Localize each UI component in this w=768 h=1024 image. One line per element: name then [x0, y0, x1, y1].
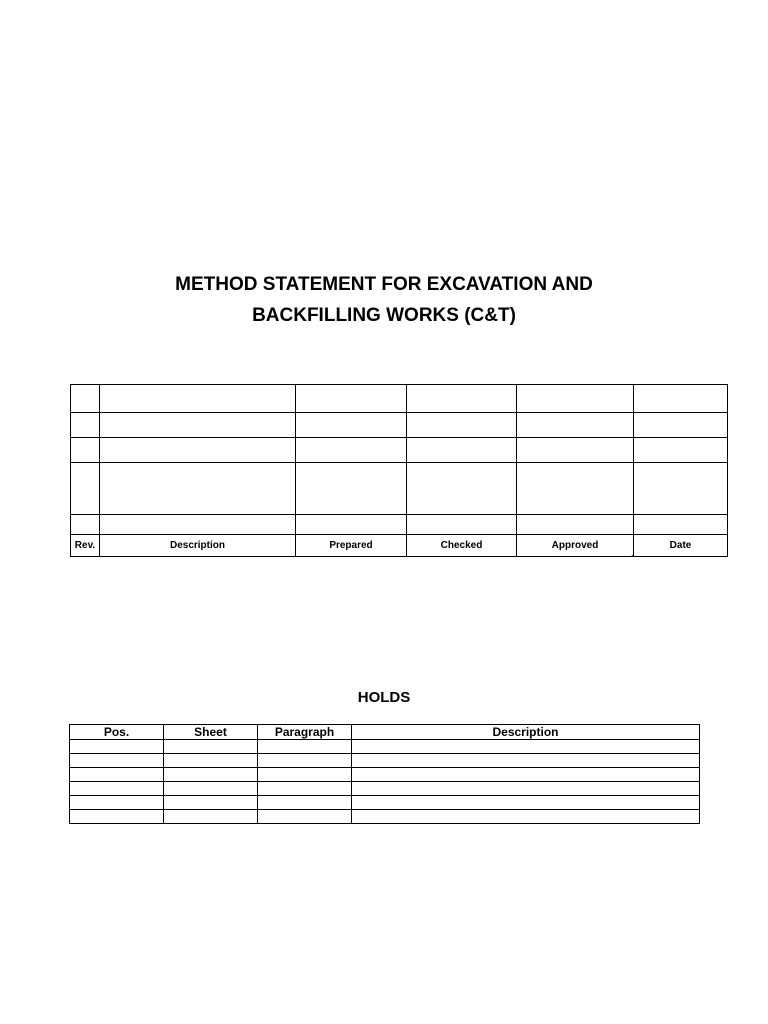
- empty-cell: [100, 385, 296, 413]
- holds-table: [69, 724, 700, 824]
- empty-cell: [407, 463, 517, 515]
- empty-cell: [352, 796, 700, 810]
- holds-header-row: [70, 725, 700, 740]
- empty-cell: [352, 810, 700, 824]
- revision-row: [71, 385, 728, 413]
- empty-cell: [100, 463, 296, 515]
- revision-row: [71, 515, 728, 535]
- empty-cell: [352, 782, 700, 796]
- empty-cell: [517, 438, 634, 463]
- holds-row: [70, 768, 700, 782]
- empty-cell: [352, 754, 700, 768]
- holds-row: [70, 796, 700, 810]
- holds-row: [70, 782, 700, 796]
- revision-row: [71, 438, 728, 463]
- empty-cell: [258, 754, 352, 768]
- approved-column-label: Approved: [517, 535, 634, 557]
- empty-cell: [634, 438, 728, 463]
- sheet-column-label: Sheet: [164, 725, 258, 740]
- empty-cell: [296, 413, 407, 438]
- empty-cell: [71, 385, 100, 413]
- empty-cell: [517, 385, 634, 413]
- empty-cell: [164, 740, 258, 754]
- empty-cell: [70, 740, 164, 754]
- empty-cell: [164, 796, 258, 810]
- empty-cell: [164, 810, 258, 824]
- empty-cell: [71, 413, 100, 438]
- empty-cell: [70, 796, 164, 810]
- empty-cell: [100, 515, 296, 535]
- holds-heading: HOLDS: [357, 689, 411, 706]
- date-column-label: Date: [634, 535, 728, 557]
- empty-cell: [71, 438, 100, 463]
- checked-column-label: Checked: [407, 535, 517, 557]
- empty-cell: [634, 515, 728, 535]
- empty-cell: [296, 438, 407, 463]
- empty-cell: [258, 768, 352, 782]
- empty-cell: [258, 796, 352, 810]
- empty-cell: [70, 810, 164, 824]
- empty-cell: [258, 782, 352, 796]
- empty-cell: [407, 515, 517, 535]
- holds-row: [70, 810, 700, 824]
- empty-cell: [634, 463, 728, 515]
- revision-row: [71, 463, 728, 515]
- paragraph-column-label: Paragraph: [258, 725, 352, 740]
- empty-cell: [407, 413, 517, 438]
- empty-cell: [407, 438, 517, 463]
- empty-cell: [407, 385, 517, 413]
- empty-cell: [296, 385, 407, 413]
- empty-cell: [517, 463, 634, 515]
- document-title-line-1: METHOD STATEMENT FOR EXCAVATION AND: [175, 274, 593, 295]
- revision-row: [71, 413, 728, 438]
- empty-cell: [634, 385, 728, 413]
- empty-cell: [296, 463, 407, 515]
- document-title-line-2: BACKFILLING WORKS (C&T): [252, 305, 516, 326]
- pos-column-label: Pos.: [70, 725, 164, 740]
- empty-cell: [517, 413, 634, 438]
- empty-cell: [258, 810, 352, 824]
- holds-row: [70, 754, 700, 768]
- revision-header-row: [71, 535, 728, 557]
- empty-cell: [71, 515, 100, 535]
- empty-cell: [100, 438, 296, 463]
- empty-cell: [517, 515, 634, 535]
- holds-row: [70, 740, 700, 754]
- prepared-column-label: Prepared: [296, 535, 407, 557]
- rev-column-label: Rev.: [71, 535, 100, 557]
- empty-cell: [71, 463, 100, 515]
- empty-cell: [258, 740, 352, 754]
- empty-cell: [296, 515, 407, 535]
- stray-mark: `: [631, 554, 634, 564]
- empty-cell: [634, 413, 728, 438]
- empty-cell: [164, 782, 258, 796]
- empty-cell: [164, 768, 258, 782]
- empty-cell: [70, 768, 164, 782]
- empty-cell: [352, 768, 700, 782]
- revision-table: [70, 384, 728, 557]
- empty-cell: [164, 754, 258, 768]
- empty-cell: [352, 740, 700, 754]
- description-column-label: Description: [100, 535, 296, 557]
- empty-cell: [70, 754, 164, 768]
- description-column-label: Description: [352, 725, 700, 740]
- empty-cell: [70, 782, 164, 796]
- empty-cell: [100, 413, 296, 438]
